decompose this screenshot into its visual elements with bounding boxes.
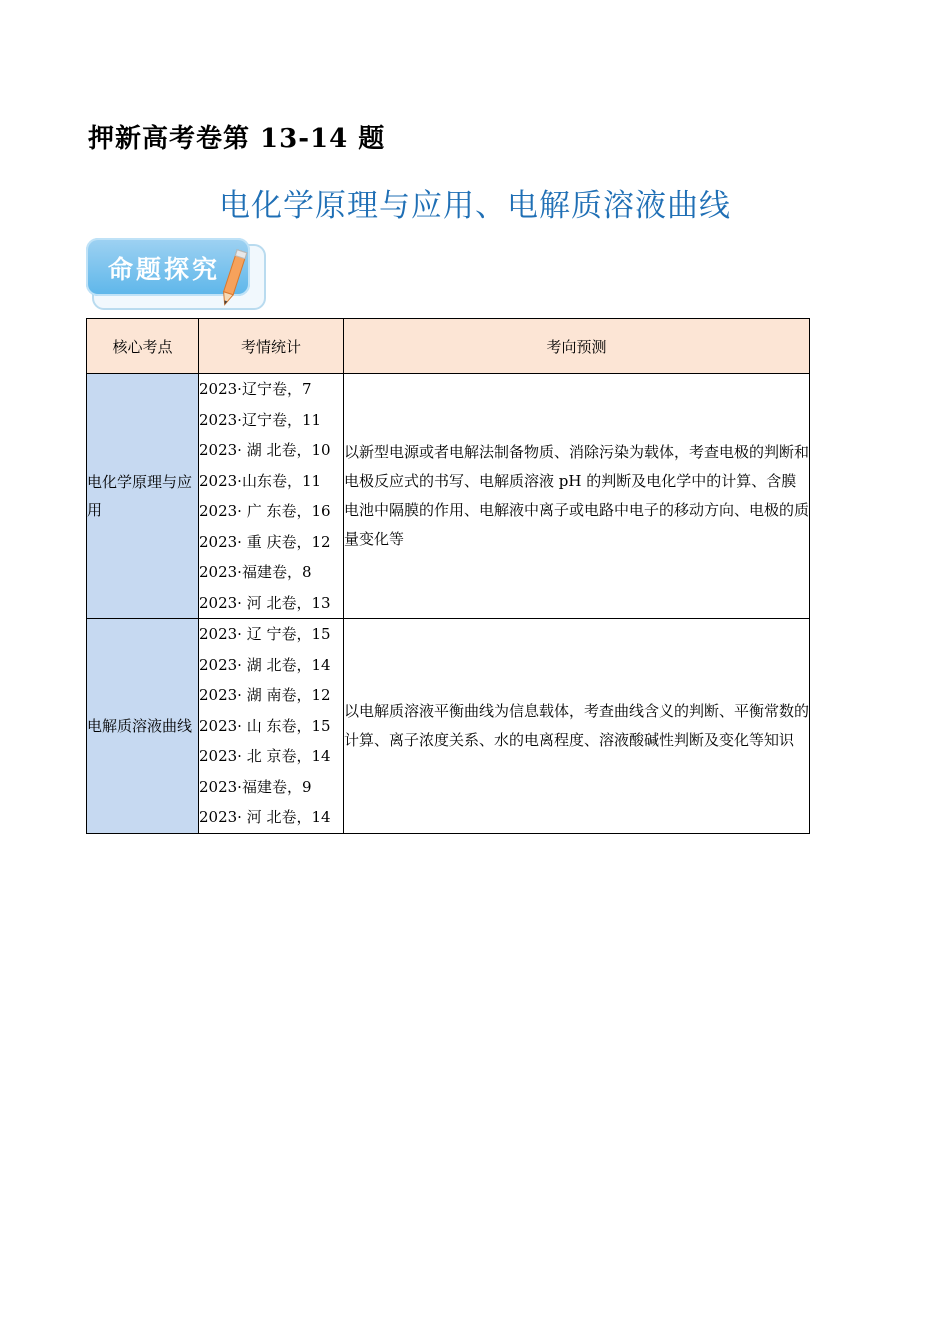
prediction-cell: 以新型电源或者电解法制备物质、消除污染为载体，考查电极的判断和电极反应式的书写、电解质溶液 pH 的判断及电化学中的计算、含膜电池中隔膜的作用、电解液中离子或电路中电子的移动方向、电极的质量变化等 [344,374,810,619]
page-title: 电化学原理与应用、电解质溶液曲线 [219,188,731,224]
stat-item: 2023·福建卷，9 [199,777,312,796]
topic-cell: 电解质溶液曲线 [87,619,199,834]
stats-cell [199,374,344,619]
stat-item: 2023·山东卷，11 [199,471,322,490]
stat-item: 2023· 湖 北卷，14 [199,655,331,674]
table-header-row [87,319,810,374]
column-header-prediction: 考向预测 [344,319,810,374]
stat-item: 2023· 重 庆卷，12 [199,532,331,551]
stats-cell [199,619,344,834]
pencil-icon [218,248,248,310]
stat-item: 2023· 辽 宁卷，15 [199,625,331,643]
stat-item: 2023·福建卷，8 [199,563,312,581]
topic-table [86,318,810,834]
stat-item: 2023· 广 东卷，16 [199,502,331,520]
column-header-stats: 考情统计 [199,319,344,374]
page-header: 押新高考卷第 13-14 题 [88,124,386,154]
stat-item: 2023· 河 北卷，13 [199,593,331,612]
stat-item: 2023·辽宁卷，7 [199,380,312,398]
badge-label: 命题探究 [108,255,221,284]
stat-item: 2023·辽宁卷，11 [199,410,322,429]
stat-item: 2023· 山 东卷，15 [199,716,331,735]
column-header-core: 核心考点 [87,319,199,374]
table-row [87,374,810,619]
stat-item: 2023· 湖 南卷，12 [199,686,331,704]
stat-item: 2023· 湖 北卷，10 [199,441,331,459]
topic-cell: 电化学原理与应用 [87,374,199,619]
stat-item: 2023· 河 北卷，14 [199,808,331,826]
table-row [87,619,810,834]
stat-item: 2023· 北 京卷，14 [199,747,331,765]
prediction-cell: 以电解质溶液平衡曲线为信息载体，考查曲线含义的判断、平衡常数的计算、离子浓度关系、水的电离程度、溶液酸碱性判断及变化等知识 [344,619,810,834]
